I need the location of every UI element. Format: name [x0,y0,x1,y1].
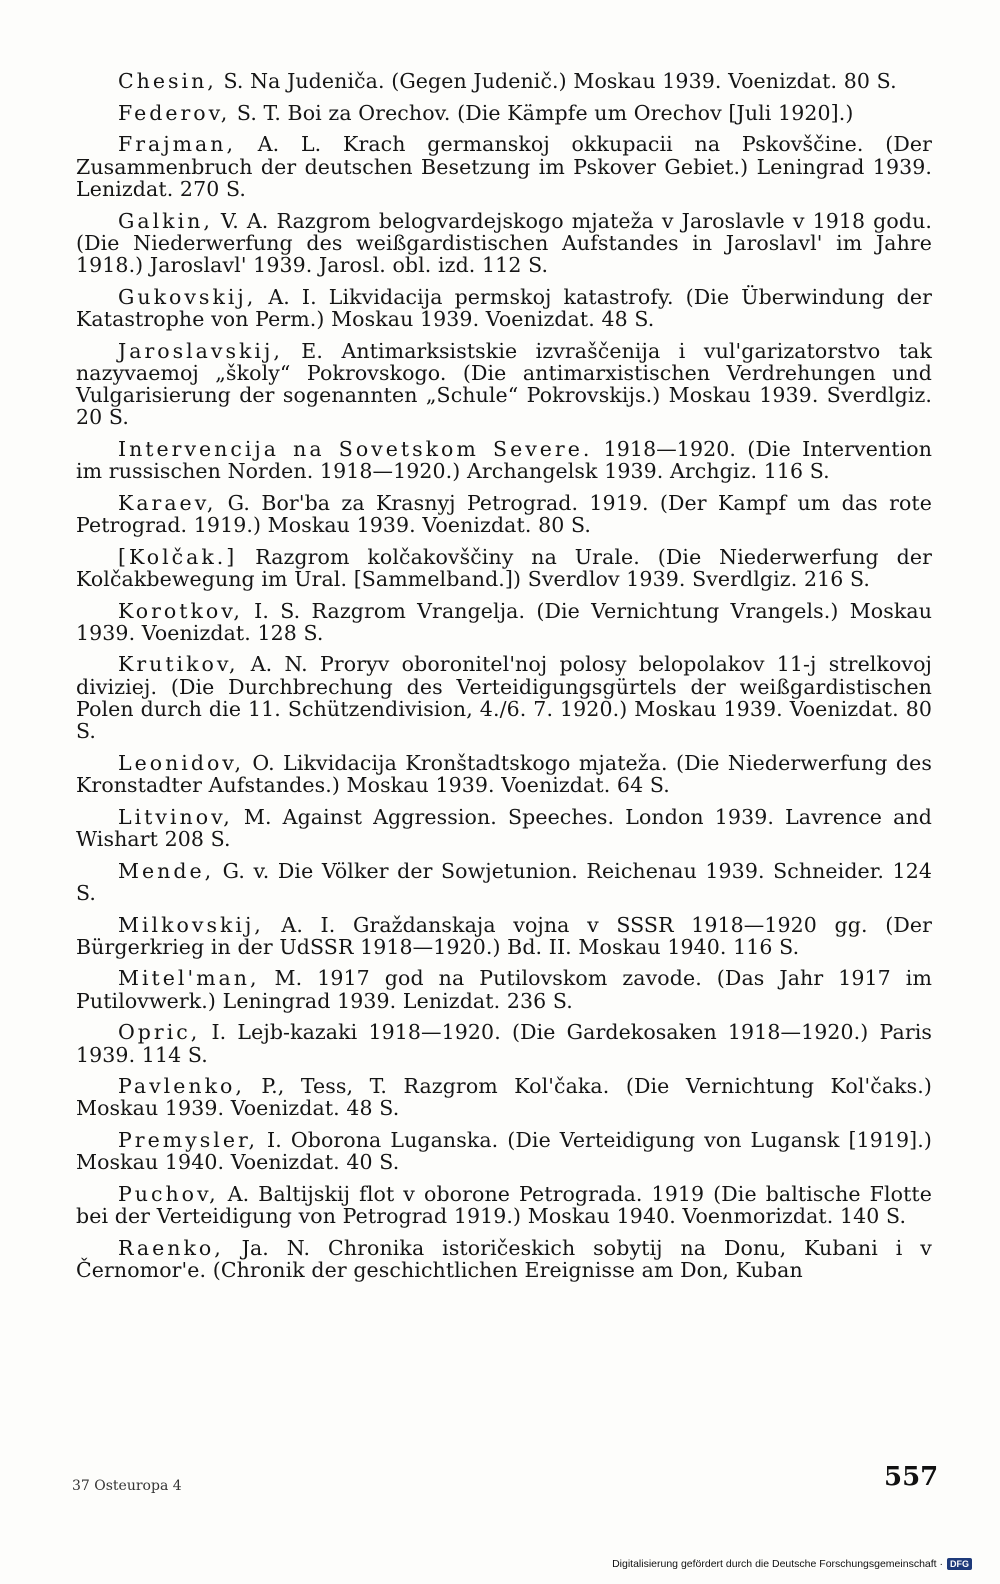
entry-author: Korotkov, [118,598,243,623]
entry-author: Puchov, [118,1182,219,1207]
bibliography-entry [76,1129,932,1173]
entry-citation: S. T. Boi za Orechov. (Die Kämpfe um Orechov [Juli 1920].) [230,100,854,125]
entry-citation: A. N. Proryv oboronitel'noj polosy belopolakov 11-j strelkovoj diviziej. (Die Durchbrechung des Verteidigungsgürtels der weißgardistischen Polen durch die 11. Schützendivision, 4./6. 7. 1920.) Moskau 1939. Voenizdat. 80 S. [76,652,932,744]
bibliography-entry [76,752,932,796]
entry-author: Premysler, [118,1128,259,1153]
entry-author: Raenko, [118,1235,224,1260]
entry-citation: 1918—1920. (Die Intervention im russischen Norden. 1918—1920.) Archangelsk 1939. Archgiz. 116 S. [76,436,932,484]
bibliography-entry [76,492,932,536]
entry-citation: M. Against Aggression. Speeches. London 1939. Lavrence and Wishart 208 S. [76,804,932,851]
bibliography-entry [76,102,932,124]
entry-citation: Ja. N. Chronika istoričeskich sobytij na Donu, Kubani i v Černomor'e. (Chronik der geschichtlichen Ereignisse am Don, Kuban [76,1235,932,1283]
entry-citation: I. Oborona Luganska. (Die Verteidigung von Lugansk [1919].) Moskau 1940. Voenizdat. 40 S. [76,1128,932,1175]
entry-citation: G. v. Die Völker der Sowjetunion. Reichenau 1939. Schneider. 124 S. [76,858,932,905]
bibliography-entry [76,1183,932,1227]
bibliography-entry [76,1075,932,1119]
bibliography-entry [76,600,932,644]
entry-author: Mitel'man, [118,966,260,991]
entry-author: Leonidov, [118,750,244,775]
credit-text: Digitalisierung gefördert durch die Deutsche Forschungsgemeinschaft · [612,1558,943,1570]
entry-citation: Razgrom kolčakovščiny na Urale. (Die Niederwerfung der Kolčakbewegung im Ural. [Sammelband.]) Sverdlov 1939. Sverdlgiz. 216 S. [76,544,932,591]
entry-author: Federov, [118,100,231,125]
entry-author: Intervencija na Sovetskom Severe. [118,436,593,461]
printer-signature: 37 Osteuropa 4 [72,1478,182,1494]
entry-citation: M. 1917 god na Putilovskom zavode. (Das Jahr 1917 im Putilovwerk.) Leningrad 1939. Lenizdat. 236 S. [76,966,932,1013]
bibliography-entry [76,1021,932,1065]
entry-author: Karaev, [118,490,217,515]
entry-author: Frajman, [118,132,236,157]
entry-citation: I. S. Razgrom Vrangelja. (Die Vernichtung Vrangels.) Moskau 1939. Voenizdat. 128 S. [76,598,932,645]
bibliography-entry [76,438,932,482]
digitization-credit [612,1558,972,1570]
entry-author: Galkin, [118,208,213,233]
bibliography-entry [76,133,932,200]
bibliography-entry [76,546,932,590]
bibliography-entry [76,70,932,92]
entry-citation: A. L. Krach germanskoj okkupacii na Pskovščine. (Der Zusammenbruch der deutschen Besetzung im Pskover Gebiet.) Leningrad 1939. Lenizdat. 270 S. [76,132,932,201]
bibliography-page [76,70,932,1291]
bibliography-entry [76,967,932,1011]
entry-author: Milkovskij, [118,912,264,937]
entry-citation: S. Na Judeniča. (Gegen Judenič.) Moskau 1939. Voenizdat. 80 S. [216,69,897,93]
bibliography-entry [76,860,932,904]
bibliography-entry [76,340,932,429]
entry-author: Krutikov, [118,652,239,677]
dfg-logo: DFG [947,1558,972,1570]
entry-author: Litvinov, [118,804,233,829]
entry-citation: P., Tess, T. Razgrom Kol'čaka. (Die Vernichtung Kol'čaks.) Moskau 1939. Voenizdat. 48 S. [76,1074,932,1121]
entry-author: Mende, [118,858,215,883]
page-number: 557 [884,1462,939,1492]
entry-citation: A. I. Graždanskaja vojna v SSSR 1918—1920 gg. (Der Bürgerkrieg in der UdSSR 1918—1920.) Bd. II. Moskau 1940. 116 S. [76,912,932,959]
entry-citation: O. Likvidacija Kronštadtskogo mjateža. (Die Niederwerfung des Kronstadter Aufstandes.) Moskau 1939. Voenizdat. 64 S. [76,750,932,797]
entry-author: Opric, [118,1020,201,1045]
entry-citation: A. Baltijskij flot v oborone Petrograda. 1919 (Die baltische Flotte bei der Verteidigung von Petrograd 1919.) Moskau 1940. Voenmorizdat. 140 S. [76,1182,932,1229]
entry-author: Chesin, [118,69,217,93]
bibliography-entry [76,286,932,330]
bibliography-entry [76,653,932,742]
entry-citation: G. Bor'ba za Krasnyj Petrograd. 1919. (Der Kampf um das rote Petrograd. 1919.) Moskau 1939. Voenizdat. 80 S. [76,490,932,537]
bibliography-entry [76,914,932,958]
entry-author: Pavlenko, [118,1074,245,1099]
bibliography-entry [76,1237,932,1281]
entry-citation: A. I. Likvidacija permskoj katastrofy. (Die Überwindung der Katastrophe von Perm.) Moskau 1939. Voenizdat. 48 S. [76,284,932,331]
entry-author: Jaroslavskij, [118,338,283,363]
bibliography-entry [76,806,932,850]
entry-author: Gukovskij, [118,284,257,309]
entry-citation: V. A. Razgrom belogvardejskogo mjateža v Jaroslavle v 1918 godu. (Die Niederwerfung des weißgardistischen Aufstandes in Jaroslavl' im Jahre 1918.) Jaroslavl' 1939. Jarosl. obl. izd. 112 S. [76,208,932,277]
entry-citation: E. Antimarksistskie izvraščenija i vul'garizatorstvo tak nazyvaemoj „školy“ Pokrovskogo. (Die antimarxistischen Verdrehungen und Vulgarisierung der sogenannten „Schule“ Pokrovskijs.) Moskau 1939. Sverdlgiz. 20 S. [76,338,932,430]
bibliography-entry [76,210,932,277]
entry-author: [Kolčak.] [118,544,238,569]
entry-citation: I. Lejb-kazaki 1918—1920. (Die Gardekosaken 1918—1920.) Paris 1939. 114 S. [76,1020,932,1067]
